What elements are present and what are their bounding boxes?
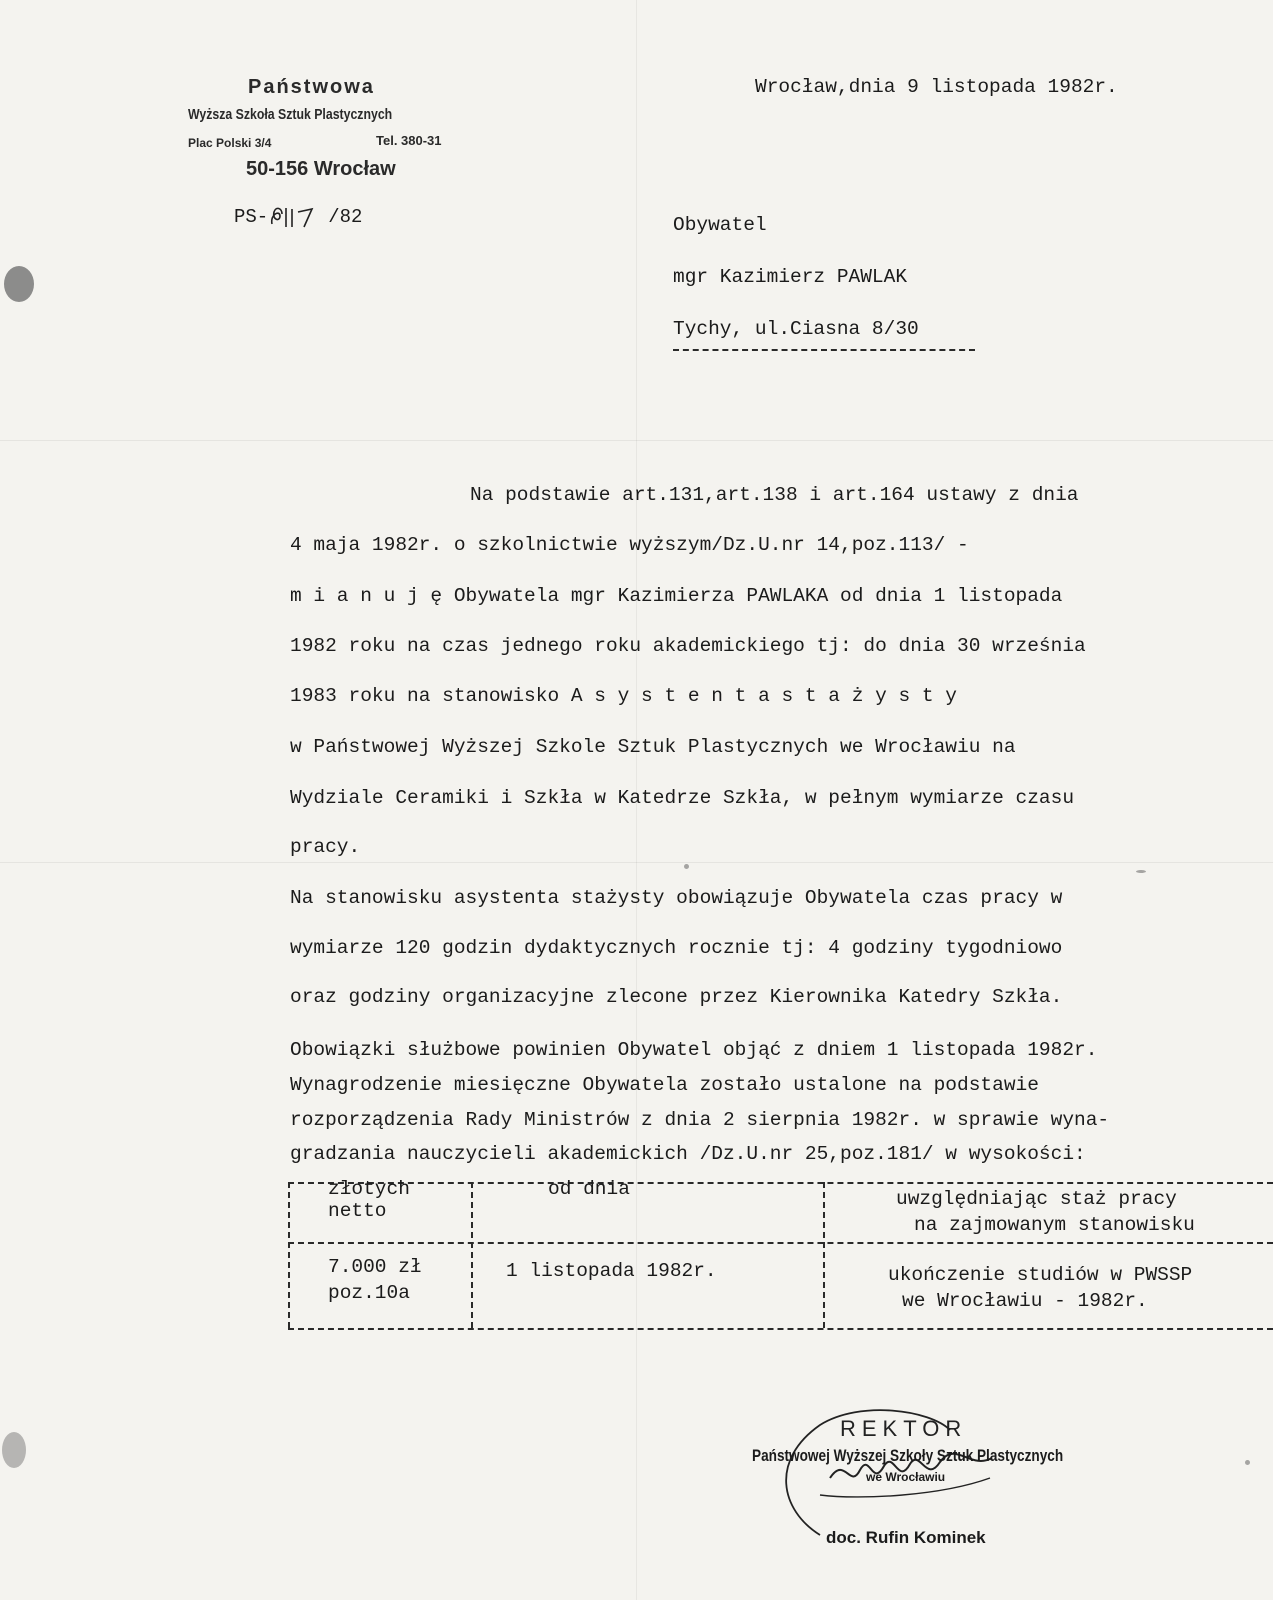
punch-hole xyxy=(4,266,34,302)
rector-institution: Państwowej Wyższej Szkoły Sztuk Plastycznych xyxy=(752,1446,1064,1465)
body-line: oraz godziny organizacyjne zlecone przez Kierownika Katedry Szkła. xyxy=(290,986,1063,1008)
body-line: Na podstawie art.131,art.138 i art.164 ustawy z dnia xyxy=(470,484,1079,506)
reference-suffix: /82 xyxy=(328,206,363,229)
body-line: Obowiązki służbowe powinien Obywatel objąć z dniem 1 listopada 1982r. xyxy=(290,1039,1098,1061)
rector-title: REKTOR xyxy=(840,1416,968,1441)
address-underline xyxy=(673,349,975,351)
header-seniority: uwzględniając staż pracy xyxy=(896,1188,1177,1210)
body-line: pracy. xyxy=(290,836,361,858)
header-amount: złotych xyxy=(328,1178,410,1200)
body-line: Wynagrodzenie miesięczne Obywatela zostało ustalone na podstawie xyxy=(290,1074,1039,1096)
stamp-city: 50-156 Wrocław xyxy=(246,158,396,180)
paper-speck xyxy=(1136,870,1146,873)
body-line: 4 maja 1982r. o szkolnictwie wyższym/Dz.U.nr 14,poz.113/ - xyxy=(290,534,969,556)
body-line: w Państwowej Wyższej Szkole Sztuk Plastycznych we Wrocławiu na xyxy=(290,736,1016,758)
cell-position: poz.10a xyxy=(328,1282,410,1304)
addressee-name: mgr Kazimierz PAWLAK xyxy=(673,266,908,288)
body-line: 1982 roku na czas jednego roku akademickiego tj: do dnia 30 września xyxy=(290,635,1086,657)
cell-note-2: we Wrocławiu - 1982r. xyxy=(902,1290,1148,1312)
paper-speck xyxy=(684,864,689,869)
body-line: Na stanowisku asystenta stażysty obowiązuje Obywatela czas pracy w xyxy=(290,887,1063,909)
stamp-phone: Tel. 380-31 xyxy=(376,133,442,148)
rector-city: we Wrocławiu xyxy=(866,1470,946,1484)
salary-table xyxy=(288,1178,1273,1330)
paper-speck xyxy=(1245,1460,1250,1465)
reference-number xyxy=(234,206,362,228)
cell-note: ukończenie studiów w PWSSP xyxy=(888,1264,1193,1286)
table-rule xyxy=(288,1242,1273,1244)
stamp-line-1: Państwowa xyxy=(248,76,375,98)
body-line: 1983 roku na stanowisko A s y s t e n t a s t a ż y s t y xyxy=(290,685,958,707)
header-seniority-position: na zajmowanym stanowisku xyxy=(914,1214,1195,1236)
handwritten-number xyxy=(268,206,328,228)
place-date: Wrocław,dnia 9 listopada 1982r. xyxy=(755,76,1118,98)
table-rule xyxy=(288,1182,290,1328)
body-line: rozporządzenia Rady Ministrów z dnia 2 sierpnia 1982r. w sprawie wyna- xyxy=(290,1109,1110,1131)
rector-name: doc. Rufin Kominek xyxy=(826,1528,986,1547)
table-rule xyxy=(823,1182,825,1328)
header-amount-net: netto xyxy=(328,1200,387,1222)
body-line: gradzania nauczycieli akademickich /Dz.U.nr 25,poz.181/ w wysokości: xyxy=(290,1143,1086,1165)
header-from-date: od dnia xyxy=(548,1178,630,1200)
stamp-line-2: Wyższa Szkoła Sztuk Plastycznych xyxy=(188,106,393,123)
body-line: wymiarze 120 godzin dydaktycznych rocznie tj: 4 godziny tygodniowo xyxy=(290,937,1063,959)
stamp-address: Plac Polski 3/4 xyxy=(188,136,272,150)
addressee-address: Tychy, ul.Ciasna 8/30 xyxy=(673,318,919,340)
table-rule xyxy=(288,1328,1273,1330)
body-line: Wydziale Ceramiki i Szkła w Katedrze Szkła, w pełnym wymiarze czasu xyxy=(290,787,1075,809)
punch-hole xyxy=(2,1432,26,1468)
addressee-salutation: Obywatel xyxy=(673,214,767,236)
table-rule xyxy=(288,1182,1273,1184)
reference-prefix: PS- xyxy=(234,206,269,229)
body-line: m i a n u j ę Obywatela mgr Kazimierza PAWLAKA od dnia 1 listopada xyxy=(290,585,1063,607)
cell-from-date: 1 listopada 1982r. xyxy=(506,1260,717,1282)
table-rule xyxy=(471,1182,473,1328)
cell-amount: 7.000 zł xyxy=(328,1256,422,1278)
